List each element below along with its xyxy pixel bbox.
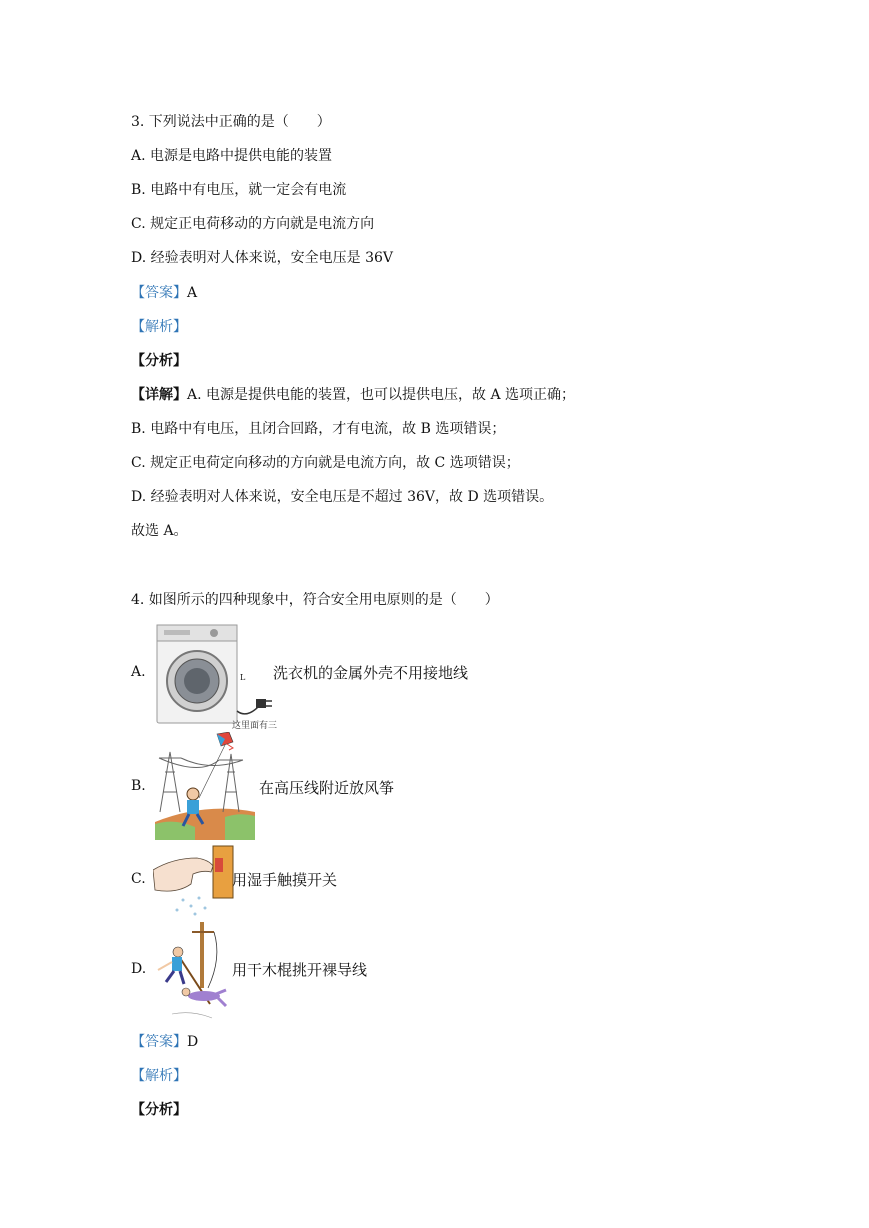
q3-fenxi-tag: 【分析】	[131, 353, 187, 369]
q4-answer-value: D	[187, 1034, 199, 1050]
q3-conclusion: 故选 A。	[131, 523, 188, 539]
q3-stem: 3. 下列说法中正确的是（ ）	[131, 114, 331, 130]
q3-answer-tag: 【答案】	[131, 285, 187, 301]
q3-option-d: D. 经验表明对人体来说，安全电压是 36V	[131, 250, 394, 266]
q4-answer	[131, 1032, 198, 1052]
q3-option-a: A. 电源是电路中提供电能的装置	[131, 148, 333, 164]
q4-option-a-caption: 洗衣机的金属外壳不用接地线	[273, 664, 469, 682]
dry-stick-rescue-image	[152, 918, 232, 1022]
q4-option-c-caption: 用湿手触摸开关	[232, 871, 338, 889]
q3-answer	[131, 283, 197, 303]
q4-option-c-letter: C.	[131, 871, 146, 887]
washing-machine-mark: L	[240, 673, 246, 682]
washing-machine-note: 这里面有三	[232, 721, 278, 731]
q3-detail-line-2: B. 电路中有电压，且闭合回路，才有电流，故 B 选项错误；	[131, 421, 506, 437]
q4-fenxi-tag: 【分析】	[131, 1102, 187, 1118]
washing-machine-image	[152, 623, 277, 731]
q4-stem: 4. 如图所示的四种现象中，符合安全用电原则的是（ ）	[131, 592, 499, 608]
q3-detail-line-4: D. 经验表明对人体来说，安全电压是不超过 36V，故 D 选项错误。	[131, 489, 554, 505]
q4-analysis-tag: 【解析】	[131, 1068, 187, 1084]
q3-detail-text-1: A. 电源是提供电能的装置，也可以提供电压，故 A 选项正确；	[187, 387, 576, 403]
q3-answer-value: A	[187, 285, 198, 301]
q4-answer-tag: 【答案】	[131, 1034, 187, 1050]
q3-detail-tag: 【详解】	[131, 387, 187, 403]
q3-option-b: B. 电路中有电压，就一定会有电流	[131, 182, 347, 198]
q3-detail-line-3: C. 规定正电荷定向移动的方向就是电流方向，故 C 选项错误；	[131, 455, 520, 471]
q4-option-d-letter: D.	[131, 961, 147, 977]
q3-option-c: C. 规定正电荷移动的方向就是电流方向	[131, 216, 375, 232]
q3-analysis-tag: 【解析】	[131, 319, 187, 335]
q3-detail-line-1	[131, 385, 575, 405]
q4-option-b-caption: 在高压线附近放风筝	[259, 779, 395, 797]
q4-option-d-caption: 用干木棍挑开裸导线	[232, 961, 368, 979]
kite-powerline-image	[155, 732, 255, 840]
q4-option-a-letter: A.	[131, 664, 146, 680]
q4-option-b-letter: B.	[131, 778, 146, 794]
wet-hand-switch-image	[153, 844, 235, 916]
